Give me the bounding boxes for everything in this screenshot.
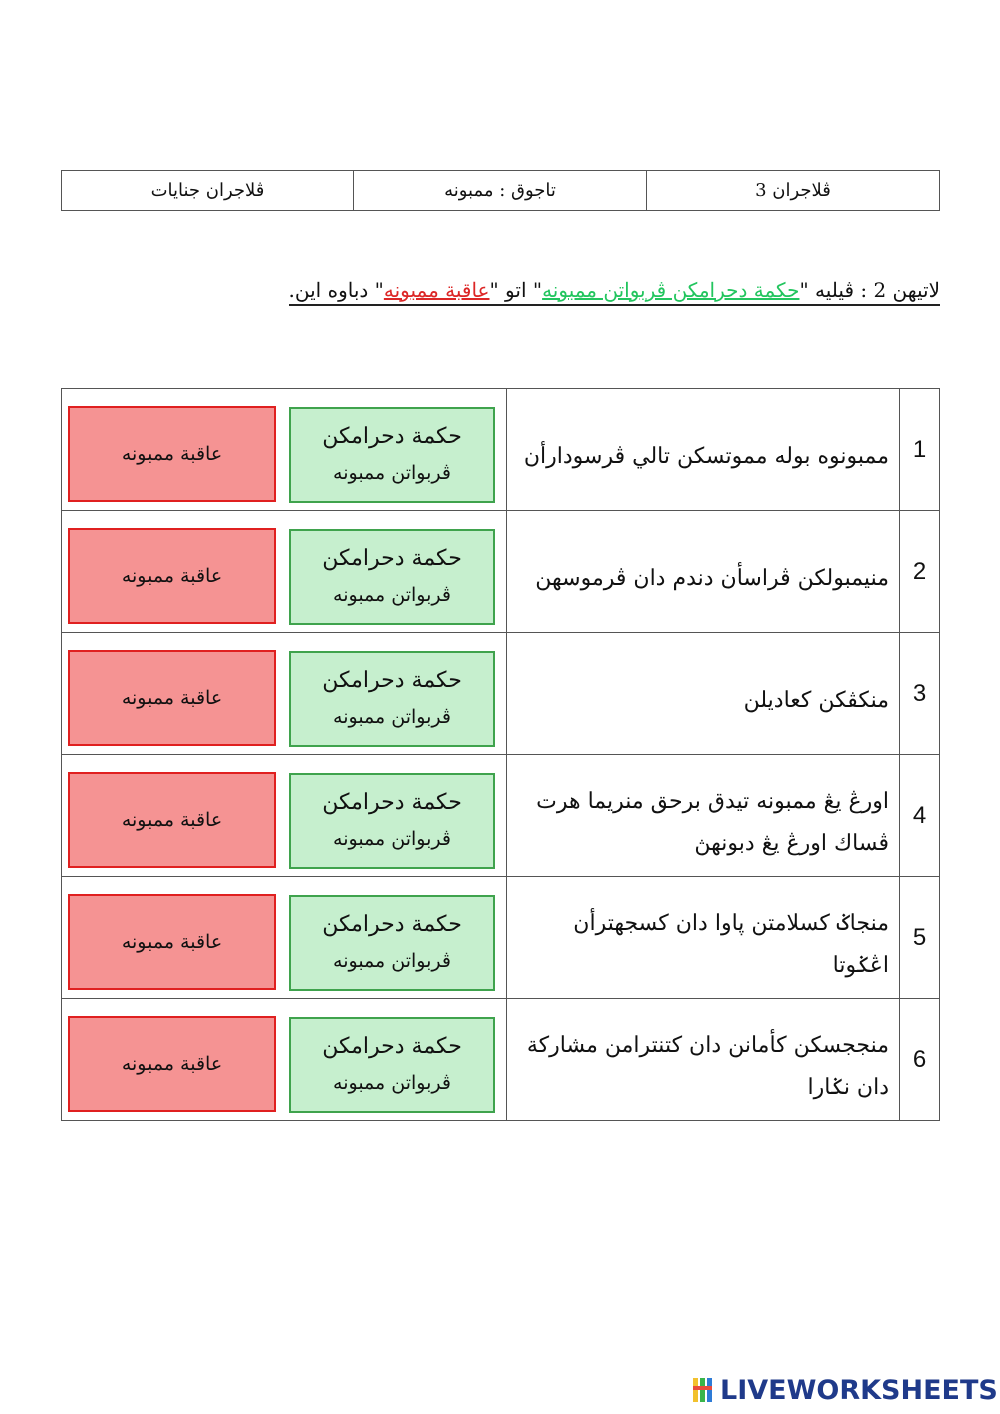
row-number: 2 [899, 511, 939, 632]
option-hikmah-button[interactable] [289, 529, 495, 625]
table-row [62, 511, 939, 633]
exercise-instruction [289, 278, 940, 306]
table-row [62, 999, 939, 1120]
option-hikmah-line1: حكمة دحرامكن [322, 546, 462, 571]
choice-cell [62, 999, 506, 1120]
option-hikmah-line2: ڤربواتن ممبونه [333, 462, 451, 484]
logo-text: LIVEWORKSHEETS [720, 1374, 998, 1406]
option-akibat-button[interactable]: عاقبة ممبونه [68, 528, 276, 624]
instruction-red-term: عاقبة ممبونه [383, 278, 490, 302]
exercise-table [61, 388, 940, 1121]
option-hikmah-button[interactable] [289, 1017, 495, 1113]
option-hikmah-line2: ڤربواتن ممبونه [333, 950, 451, 972]
option-hikmah-line1: حكمة دحرامكن [322, 668, 462, 693]
option-akibat-button[interactable]: عاقبة ممبونه [68, 894, 276, 990]
row-statement: منيمبولكن ڤراسأن دندم دان ڤرموسهن [506, 511, 899, 632]
instruction-prefix: لاتيهن 2 : ڤيليه " [799, 278, 940, 302]
option-hikmah-button[interactable] [289, 773, 495, 869]
option-hikmah-line2: ڤربواتن ممبونه [333, 584, 451, 606]
row-statement: اورڠ يڠ ممبونه تيدق برحق منريما هرت ڤساك اورڠ يڠ دبونهڽ [506, 755, 899, 876]
table-row [62, 755, 939, 877]
instruction-suffix: " دباوه اين. [288, 278, 384, 302]
option-hikmah-line1: حكمة دحرامكن [322, 424, 462, 449]
table-row [62, 877, 939, 999]
option-hikmah-button[interactable] [289, 407, 495, 503]
option-hikmah-line2: ڤربواتن ممبونه [333, 706, 451, 728]
option-akibat-button[interactable]: عاقبة ممبونه [68, 1016, 276, 1112]
table-row [62, 389, 939, 511]
header-level: ڤلاجران 3 [646, 171, 939, 210]
choice-cell [62, 633, 506, 754]
row-number: 3 [899, 633, 939, 754]
row-number: 6 [899, 999, 939, 1120]
header-table [61, 170, 940, 211]
choice-cell [62, 389, 506, 510]
option-hikmah-line1: حكمة دحرامكن [322, 912, 462, 937]
choice-cell [62, 755, 506, 876]
option-hikmah-button[interactable] [289, 895, 495, 991]
choice-cell [62, 511, 506, 632]
row-statement: ممبونوه بوله مموتسكن تالي ڤرسودارأن [506, 389, 899, 510]
instruction-middle: " اتو " [489, 278, 543, 302]
row-statement: منكڤكن كعاديلن [506, 633, 899, 754]
row-number: 4 [899, 755, 939, 876]
instruction-green-term: حكمة دحرامكن ڤربواتن ممبونه [542, 278, 800, 302]
row-number: 1 [899, 389, 939, 510]
option-hikmah-line2: ڤربواتن ممبونه [333, 828, 451, 850]
header-topic: تاجوق : ممبونه [353, 171, 646, 210]
option-akibat-button[interactable]: عاقبة ممبونه [68, 650, 276, 746]
option-hikmah-line1: حكمة دحرامكن [322, 1034, 462, 1059]
table-row [62, 633, 939, 755]
option-akibat-button[interactable]: عاقبة ممبونه [68, 406, 276, 502]
liveworksheets-icon [692, 1376, 716, 1404]
liveworksheets-logo [692, 1373, 998, 1407]
row-statement: منجاݢ كسلامتن ڽاوا دان كسجهترأن اڠݢوتا [506, 877, 899, 998]
option-hikmah-line2: ڤربواتن ممبونه [333, 1072, 451, 1094]
header-subject: ڤلاجران جنايات [150, 180, 265, 201]
option-hikmah-button[interactable] [289, 651, 495, 747]
option-akibat-button[interactable]: عاقبة ممبونه [68, 772, 276, 868]
row-statement: منججسكن كأمانن دان كتنترامن مشاركة دان نݢارا [506, 999, 899, 1120]
choice-cell [62, 877, 506, 998]
row-number: 5 [899, 877, 939, 998]
option-hikmah-line1: حكمة دحرامكن [322, 790, 462, 815]
